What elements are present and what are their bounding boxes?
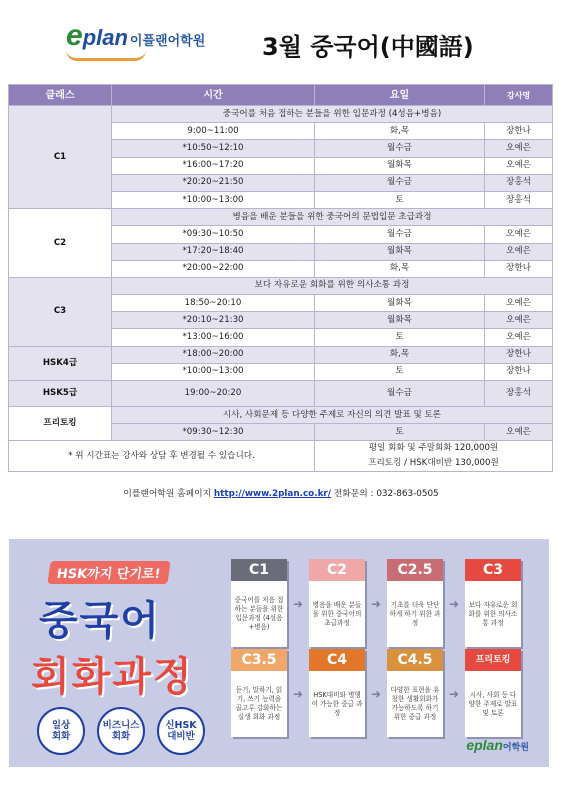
- footer: [0, 486, 562, 499]
- course-card: [465, 559, 521, 647]
- card-label: 프리토킹: [465, 649, 521, 671]
- card-desc: HSK대비와 병행이 가능한 중급 과정: [311, 690, 363, 717]
- badge-business: 비즈니스 회화: [97, 707, 145, 755]
- days-cell: 토: [315, 191, 485, 208]
- card-desc: 병음을 배운 분들을 위한 중국어의 초급과정: [312, 600, 362, 627]
- course-card: [387, 559, 443, 647]
- badge-daily: 일상 회화: [37, 707, 85, 755]
- course-card: [231, 559, 287, 647]
- header: [0, 0, 562, 78]
- table-header-row: [9, 85, 553, 106]
- teacher-cell: 오예은: [485, 140, 553, 157]
- days-cell: 월화목: [315, 157, 485, 174]
- class-desc: 병음을 배운 분들을 위한 중국어의 문법입문 초급과정: [112, 209, 553, 226]
- card-desc: 보다 자유로운 회화를 위한 의사소통 과정: [468, 600, 518, 627]
- arrow-right-icon: ➜: [293, 687, 304, 701]
- days-cell: 월수금: [315, 381, 485, 407]
- class-name: 프리토킹: [9, 407, 112, 441]
- table-row: [9, 407, 553, 424]
- card-desc: 기초를 더욱 단단하게 하기 위한 과정: [389, 600, 441, 627]
- arrow-right-icon: ➜: [449, 687, 460, 701]
- time-cell: 9:00~11:00: [112, 123, 315, 140]
- col-header-days: 요일: [315, 85, 485, 106]
- card-desc: 듣기, 말하기, 읽기, 쓰기 능력을 골고루 강화하는 실생 회화 과정: [235, 686, 283, 721]
- footer-prefix: 이플랜어학원 홈페이지: [123, 489, 214, 499]
- time-cell: *18:00~20:00: [112, 346, 315, 363]
- time-cell: *13:00~16:00: [112, 329, 315, 346]
- class-name: C3: [9, 277, 112, 346]
- teacher-cell: 오예은: [485, 329, 553, 346]
- class-desc: 중국어를 처음 접하는 분들을 위한 입문과정 (4성음+병음): [112, 106, 553, 123]
- card-label: C1: [231, 559, 287, 581]
- teacher-cell: 장홍석: [485, 381, 553, 407]
- time-cell: *20:10~21:30: [112, 312, 315, 329]
- class-name: C1: [9, 106, 112, 209]
- teacher-cell: 장한나: [485, 363, 553, 380]
- card-desc: 시사, 사회 등 다양한 주제로 발표 및 토론: [468, 690, 518, 717]
- table-row: [9, 346, 553, 363]
- banner-headline-2: 회화과정: [31, 654, 194, 700]
- teacher-cell: 장홍석: [485, 174, 553, 191]
- class-desc: 보다 자유로운 회화를 위한 의사소통 과정: [112, 277, 553, 294]
- course-card: [465, 649, 521, 737]
- logo-text: 이플랜어학원: [129, 34, 206, 49]
- card-label: C4: [309, 649, 365, 671]
- teacher-cell: 장한나: [485, 346, 553, 363]
- class-desc: 시사, 사회문제 등 다양한 주제로 자신의 의견 발표 및 토론: [112, 407, 553, 424]
- col-header-class: 클래스: [9, 85, 112, 106]
- teacher-cell: 장홍석: [485, 191, 553, 208]
- days-cell: 화,목: [315, 123, 485, 140]
- time-cell: *20:20~21:50: [112, 174, 315, 191]
- table-row: [9, 106, 553, 123]
- days-cell: 토: [315, 329, 485, 346]
- days-cell: 월수금: [315, 226, 485, 243]
- time-cell: *17:20~18:40: [112, 243, 315, 260]
- badge-hsk: 신HSK 대비반: [157, 707, 205, 755]
- course-card: [387, 649, 443, 737]
- table-row: [9, 209, 553, 226]
- card-desc: 중국어를 처음 접하는 분들을 위한 입문과정 (4성음+병음): [234, 596, 284, 631]
- promo-banner: [9, 539, 549, 767]
- course-card: [309, 649, 365, 737]
- time-cell: *16:00~17:20: [112, 157, 315, 174]
- card-desc: 다양한 표현을 유창한 생활회화가 가능하도록 하기 위한 중급 과정: [390, 686, 440, 721]
- eplan-logo[interactable]: [66, 19, 206, 52]
- time-cell: *10:00~13:00: [112, 191, 315, 208]
- card-label: C3: [465, 559, 521, 581]
- days-cell: 토: [315, 363, 485, 380]
- class-name: HSK5급: [9, 381, 112, 407]
- time-cell: *10:00~13:00: [112, 363, 315, 380]
- time-cell: *09:30~10:50: [112, 226, 315, 243]
- banner-logo: eplan어학원: [466, 737, 529, 753]
- col-header-teacher: 강사명: [485, 85, 553, 106]
- time-cell: 18:50~20:10: [112, 295, 315, 312]
- days-cell: 월수금: [315, 140, 485, 157]
- card-label: C4.5: [387, 649, 443, 671]
- arrow-right-icon: ➜: [371, 687, 382, 701]
- col-header-time: 시간: [112, 85, 315, 106]
- days-cell: 화,목: [315, 346, 485, 363]
- price-line-2: 프리토킹 / HSK대비반 130,000원: [368, 458, 499, 469]
- time-cell: *09:30~12:30: [112, 424, 315, 441]
- card-label: C3.5: [231, 649, 287, 671]
- class-name: HSK4급: [9, 346, 112, 380]
- teacher-cell: 장한나: [485, 123, 553, 140]
- price-info: [315, 441, 553, 472]
- teacher-cell: 장한나: [485, 260, 553, 277]
- card-label: C2: [309, 559, 365, 581]
- page-title: 3월 중국어(中國語): [262, 33, 474, 61]
- schedule-table: [8, 84, 553, 472]
- teacher-cell: 오예은: [485, 226, 553, 243]
- class-name: C2: [9, 209, 112, 278]
- table-row: [9, 441, 553, 472]
- teacher-cell: 오예은: [485, 312, 553, 329]
- banner-headline-1: 중국어: [39, 598, 161, 644]
- homepage-link[interactable]: http://www.2plan.co.kr/: [213, 489, 331, 499]
- days-cell: 화,목: [315, 260, 485, 277]
- price-line-1: 평일 회화 및 주말회화 120,000원: [368, 443, 499, 454]
- time-cell: *10:50~12:10: [112, 140, 315, 157]
- days-cell: 월수금: [315, 174, 485, 191]
- days-cell: 월화목: [315, 243, 485, 260]
- teacher-cell: 오예은: [485, 295, 553, 312]
- time-cell: 19:00~20:20: [112, 381, 315, 407]
- logo-swoosh-icon: [66, 50, 146, 61]
- time-cell: *20:00~22:00: [112, 260, 315, 277]
- teacher-cell: 오예은: [485, 424, 553, 441]
- arrow-right-icon: ➜: [449, 597, 460, 611]
- arrow-right-icon: ➜: [371, 597, 382, 611]
- arrow-right-icon: ➜: [293, 597, 304, 611]
- schedule-note: * 위 시간표는 강사와 상담 후 변경될 수 있습니다.: [9, 441, 315, 472]
- table-row: [9, 277, 553, 294]
- footer-contact: 전화문의 : 032-863-0505: [333, 489, 439, 499]
- course-card: [231, 649, 287, 737]
- days-cell: 월화목: [315, 312, 485, 329]
- course-card: [309, 559, 365, 647]
- logo-plan: plan: [82, 25, 128, 50]
- table-row: [9, 381, 553, 407]
- teacher-cell: 오예은: [485, 243, 553, 260]
- banner-tag: HSK까지 단기로!: [47, 561, 170, 584]
- teacher-cell: 오예은: [485, 157, 553, 174]
- card-label: C2.5: [387, 559, 443, 581]
- days-cell: 토: [315, 424, 485, 441]
- logo-e: e: [66, 19, 83, 52]
- days-cell: 월화목: [315, 295, 485, 312]
